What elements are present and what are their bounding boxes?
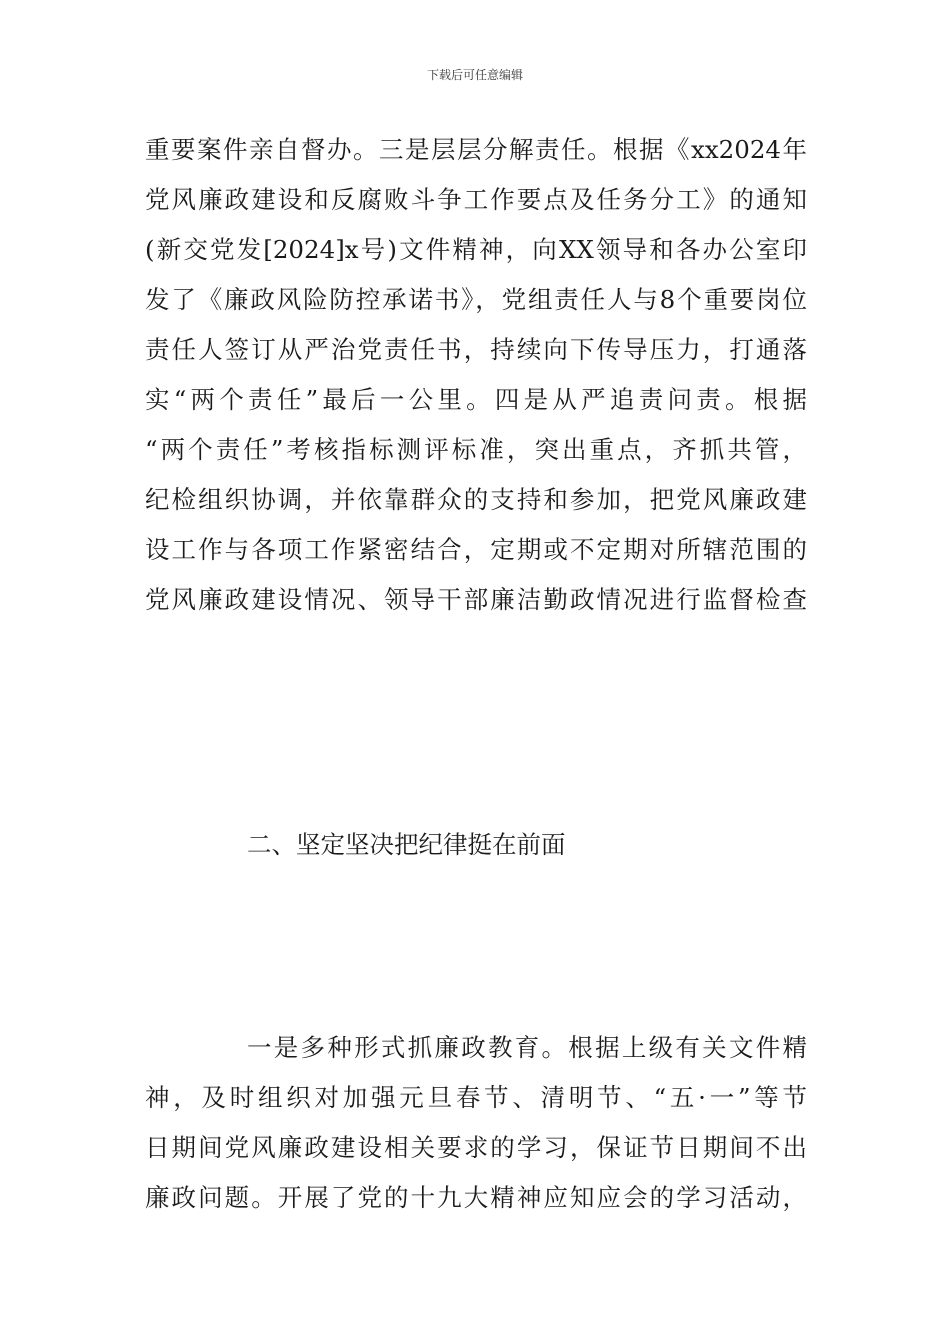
paragraph-line: 党风廉政建设情况、领导干部廉洁勤政情况进行监督检查 <box>145 585 807 614</box>
paragraph-line: 一是多种形式抓廉政教育。根据上级有关文件精 <box>247 1033 807 1062</box>
paragraph-line: “两个责任”考核指标测评标准，突出重点，齐抓共管， <box>145 435 807 464</box>
paragraph-line: 发了《廉政风险防控承诺书》，党组责任人与8个重要岗位 <box>145 285 807 314</box>
paragraph-line: 实“两个责任”最后一公里。四是从严追责问责。根据 <box>145 385 807 414</box>
paragraph-line: 重要案件亲自督办。三是层层分解责任。根据《xx2024年 <box>145 135 807 164</box>
paragraph-line: (新交党发[2024]x号)文件精神，向XX领导和各办公室印 <box>145 235 807 264</box>
paragraph-line: 日期间党风廉政建设相关要求的学习，保证节日期间不出 <box>145 1133 807 1162</box>
paragraph-line: 廉政问题。开展了党的十九大精神应知应会的学习活动， <box>145 1183 807 1212</box>
paragraph-line: 纪检组织协调，并依靠群众的支持和参加，把党风廉政建 <box>145 485 807 514</box>
paragraph-line: 党风廉政建设和反腐败斗争工作要点及任务分工》的通知 <box>145 185 807 214</box>
page-header: 下载后可任意编辑 <box>426 68 523 82</box>
paragraph-line: 神，及时组织对加强元旦春节、清明节、“五·一”等节 <box>145 1083 807 1112</box>
section-heading: 二、坚定坚决把纪律挺在前面 <box>247 830 566 859</box>
paragraph-line: 责任人签订从严治党责任书，持续向下传导压力，打通落 <box>145 335 807 364</box>
paragraph-line: 设工作与各项工作紧密结合，定期或不定期对所辖范围的 <box>145 535 807 564</box>
